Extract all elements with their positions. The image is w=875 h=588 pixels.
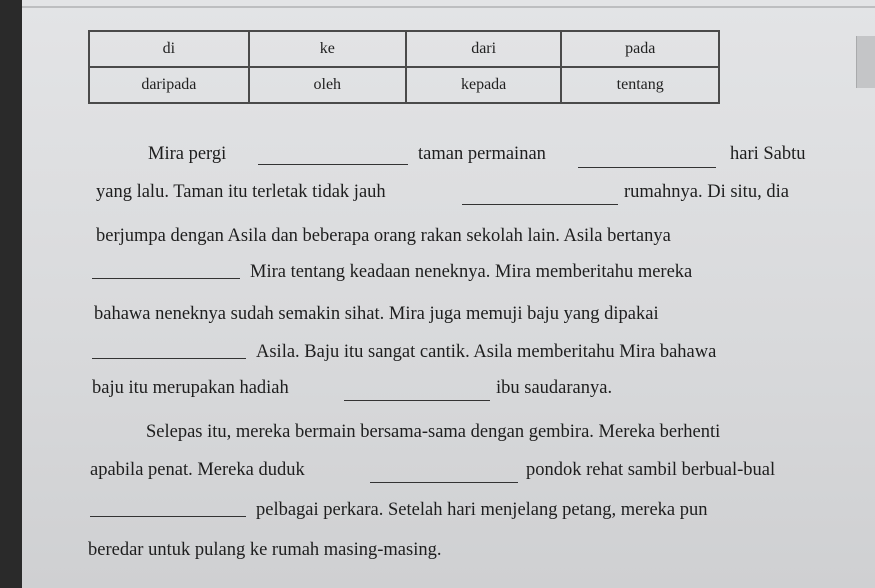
passage-text: Selepas itu, mereka bermain bersama-sama dengan gembira. Mereka berhenti — [146, 422, 721, 442]
answer-blank[interactable] — [344, 400, 490, 401]
word-cell: ke — [249, 31, 406, 67]
passage-line — [22, 180, 875, 204]
table-row — [89, 31, 719, 67]
passage-text: apabila penat. Mereka duduk — [90, 460, 305, 480]
word-cell: daripada — [89, 67, 249, 103]
word-cell: di — [89, 31, 249, 67]
answer-blank[interactable] — [462, 204, 618, 205]
word-cell: dari — [406, 31, 562, 67]
passage-text: beredar untuk pulang ke rumah masing-masing. — [88, 540, 442, 560]
passage-line — [22, 224, 875, 248]
passage-text: Asila. Baju itu sangat cantik. Asila memberitahu Mira bahawa — [256, 342, 717, 362]
passage-text: yang lalu. Taman itu terletak tidak jauh — [96, 182, 386, 202]
answer-blank[interactable] — [92, 278, 240, 279]
passage-line — [22, 420, 875, 444]
passage-text: Mira pergi — [148, 144, 227, 164]
passage-line — [22, 260, 875, 284]
answer-blank[interactable] — [92, 358, 246, 359]
answer-blank[interactable] — [90, 516, 246, 517]
passage-text: baju itu merupakan hadiah — [92, 378, 289, 398]
passage-text: taman permainan — [418, 144, 546, 164]
passage-text: bahawa neneknya sudah semakin sihat. Mira juga memuji baju yang dipakai — [94, 304, 659, 324]
page-edge-tab — [856, 36, 875, 88]
word-bank-table — [88, 30, 720, 104]
answer-blank[interactable] — [578, 167, 716, 168]
word-cell: oleh — [249, 67, 406, 103]
passage-text: pondok rehat sambil berbual-bual — [526, 460, 776, 480]
passage-text: pelbagai perkara. Setelah hari menjelang petang, mereka pun — [256, 500, 708, 520]
passage-line — [22, 538, 875, 562]
worksheet-page — [22, 0, 875, 588]
passage-line — [22, 376, 875, 400]
passage-text: rumahnya. Di situ, dia — [624, 182, 789, 202]
passage-line — [22, 302, 875, 326]
passage-text: Mira tentang keadaan neneknya. Mira memberitahu mereka — [250, 262, 693, 282]
passage-line — [22, 142, 875, 166]
passage-line — [22, 458, 875, 482]
answer-blank[interactable] — [258, 164, 408, 165]
passage-text: hari Sabtu — [730, 144, 806, 164]
passage-line — [22, 498, 875, 522]
answer-blank[interactable] — [370, 482, 518, 483]
page-top-line — [22, 6, 875, 8]
passage-text: ibu saudaranya. — [496, 378, 613, 398]
table-row — [89, 67, 719, 103]
word-cell: kepada — [406, 67, 562, 103]
passage-line — [22, 340, 875, 364]
passage-text: berjumpa dengan Asila dan beberapa orang rakan sekolah lain. Asila bertanya — [96, 226, 671, 246]
word-cell: tentang — [561, 67, 719, 103]
word-cell: pada — [561, 31, 719, 67]
